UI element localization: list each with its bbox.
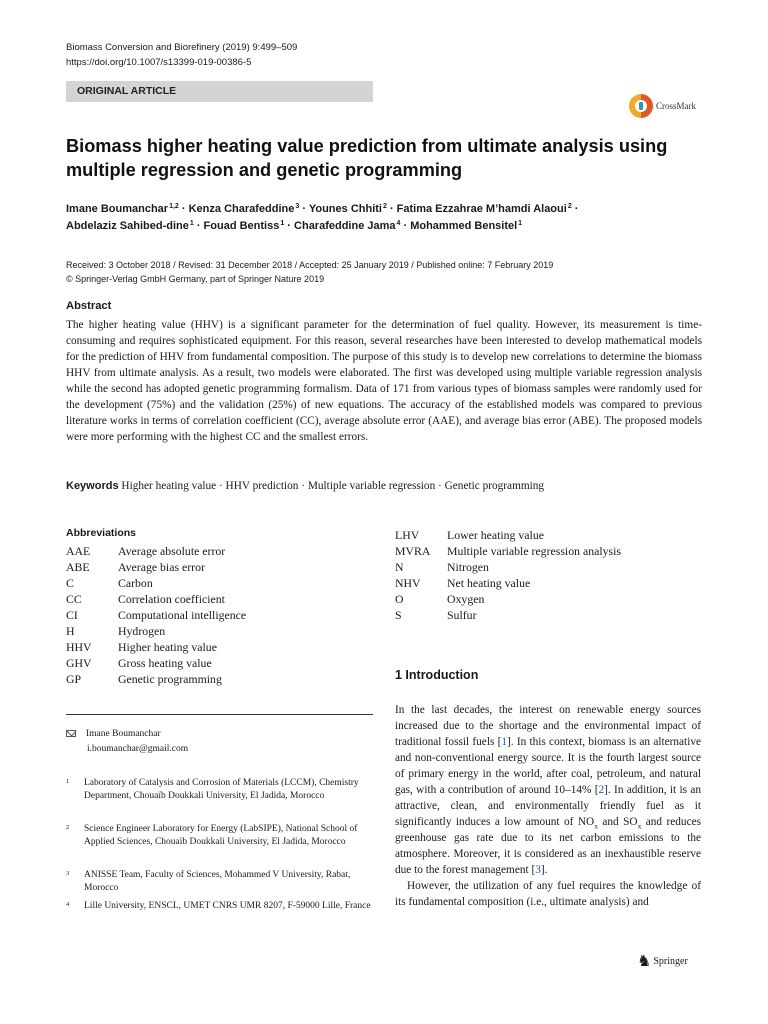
abbreviation-row: N Nitrogen [395,560,489,574]
section-heading-introduction: 1 Introduction [395,668,479,682]
abbreviation-row: GHV Gross heating value [66,656,212,670]
abbreviation-row: AAE Average absolute error [66,544,226,558]
abbreviations-column-right [395,527,715,623]
crossmark-icon [629,94,653,118]
copyright-notice: © Springer-Verlag GmbH Germany, part of Springer Nature 2019 [66,274,325,284]
abbreviation-row: H Hydrogen [66,624,166,638]
corresponding-author: Imane Boumanchar [86,729,161,739]
author[interactable]: Charafeddine Jama$^4$ [294,220,401,232]
crossmark-label: CrossMark [656,101,696,111]
abbreviation-row: O Oxygen [395,592,485,606]
abstract-text: The higher heating value (HHV) is a significant parameter for the determination of fuel quality. However, its measurement is time-consuming and requires sophisticated equipment. For this reason, several researches have been interested to develop mathematical models for the prediction of HHV from fundamental composition. The purpose of this study is to develop new correlations to determine the biomass HHV from ultimate analysis. As a result, two models were elaborated. The first was developed using multiple variable regression analysis while the second has adopted genetic programming formalism. Data of 171 from various types of biomass samples were randomly used for the development (75%) and the validation (25%) of new equations. The accuracy of the established models was compared to previous literature works in terms of correlation coefficient (CC), average absolute error (AAE), and average bias error (ABE). The proposed models were more performing with the highest CC and the smallest errors. [66,319,702,443]
abbreviation-row: ABE Average bias error [66,560,205,574]
paragraph: In the last decades, the interest on renewable energy sources increased due to the shortage and the environmental impact of traditional fossil fuels [1]. In this context, biomass is an alternative and non-conventional energy source. It is the fourth largest source of primary energy in the world, after coal, petroleum, and natural gas, with a contribution of around 10–14% [2]. In addition, it is an attractive, clean, and environmentally friendly fuel as it significantly induces a low amount of $NO_x$ and $SO_x$ and reduces greenhouse gas rate due to its net carbon emissions to the atmosphere. Moreover, it is considered as an inexhaustible reserve due to the forest management [3]. [395,704,702,876]
doi-link[interactable]: https://doi.org/10.1007/s13399-019-00386-5 [66,57,252,68]
abbreviation-row: C Carbon [66,576,153,590]
springer-horse-icon: ♞ [637,953,652,970]
author[interactable]: Mohammed Bensitel$^1$ [410,220,523,232]
affiliation: 3 ANISSE Team, Faculty of Sciences, Mohammed V University, Rabat, Morocco [66,870,351,894]
author[interactable]: Fatima Ezzahrae M’hamdi Alaoui$^2$ [396,203,572,215]
email-link[interactable]: i.boumanchar@gmail.com [87,744,189,754]
footnote-divider [66,714,373,715]
author[interactable]: Fouad Bentiss$^1$ [203,220,285,232]
abbreviation-row: MVRA Multiple variable regression analysis [395,544,621,558]
citation-link[interactable]: 1 [501,736,508,748]
keywords [66,478,702,494]
crossmark-badge[interactable] [629,92,705,120]
author[interactable]: Abdelaziz Sahibed-dine$^1$ [66,220,194,232]
abbreviations-column-left [66,543,366,687]
affiliation: 4 Lille University, ENSCL, UMET CNRS UMR 8207, F-59000 Lille, France [66,901,371,911]
citation-link[interactable]: 3 [535,864,541,876]
abstract-heading: Abstract [66,300,112,312]
article-dates [66,258,706,286]
envelope-icon [66,730,76,737]
publisher-name: Springer [653,955,688,967]
author-list: Imane Boumanchar$^{1,2}$ · Kenza Charafeddine$^3$ · Younes Chhiti$^2$ · Fatima Ezzahrae M’hamdi Alaoui$^2$ · Abdelaziz Sahibed-dine$^1$ · Fouad Bentiss$^1$ · Charafeddine Jama$^4$ · Mohammed Bensitel$^1$ [66,203,579,232]
introduction-body [395,702,701,910]
abbreviation-row: CI Computational intelligence [66,608,247,622]
paragraph: However, the utilization of any fuel requires the knowledge of its fundamental composition (i.e., ultimate analysis) and [395,880,701,908]
journal-citation: Biomass Conversion and Biorefinery (2019) 9:499–509 [66,42,298,53]
citation-link[interactable]: 2 [598,784,605,796]
keywords-text: Higher heating value · HHV prediction · Multiple variable regression · Genetic programming [121,480,545,492]
abbreviation-row: HHV Higher heating value [66,640,217,654]
abbreviations-heading: Abbreviations [66,527,137,539]
publisher-logo [637,951,688,971]
affiliation: 1 Laboratory of Catalysis and Corrosion of Materials (LCCM), Chemistry Department, Chouaïb Doukkali University, El Jadida, Morocco [66,778,359,802]
correspondence [66,727,188,757]
history-dates: Received: 3 October 2018 / Revised: 31 December 2018 / Accepted: 25 January 2019 / Published online: 7 February 2019 [66,260,554,270]
article-type-banner: ORIGINAL ARTICLE [66,81,373,102]
author[interactable]: Kenza Charafeddine$^3$ [188,203,300,215]
abbreviation-row: S Sulfur [395,608,477,622]
affiliation: 2 Science Engineer Laboratory for Energy (LabSIPE), National School of Applied Sciences, Chouaïb Doukkali University, El Jadida, Morocco [66,824,358,848]
journal-header [66,40,297,70]
keywords-label: Keywords [66,480,119,492]
abbreviation-row: LHV Lower heating value [395,528,544,542]
abbreviation-row: CC Correlation coefficient [66,592,225,606]
author[interactable]: Imane Boumanchar$^{1,2}$ [66,203,179,215]
abbreviation-row: GP Genetic programming [66,672,222,686]
article-title: Biomass higher heating value prediction from ultimate analysis using multiple regression and genetic programming [66,136,668,180]
abbreviation-row: NHV Net heating value [395,576,531,590]
author[interactable]: Younes Chhiti$^2$ [308,203,387,215]
